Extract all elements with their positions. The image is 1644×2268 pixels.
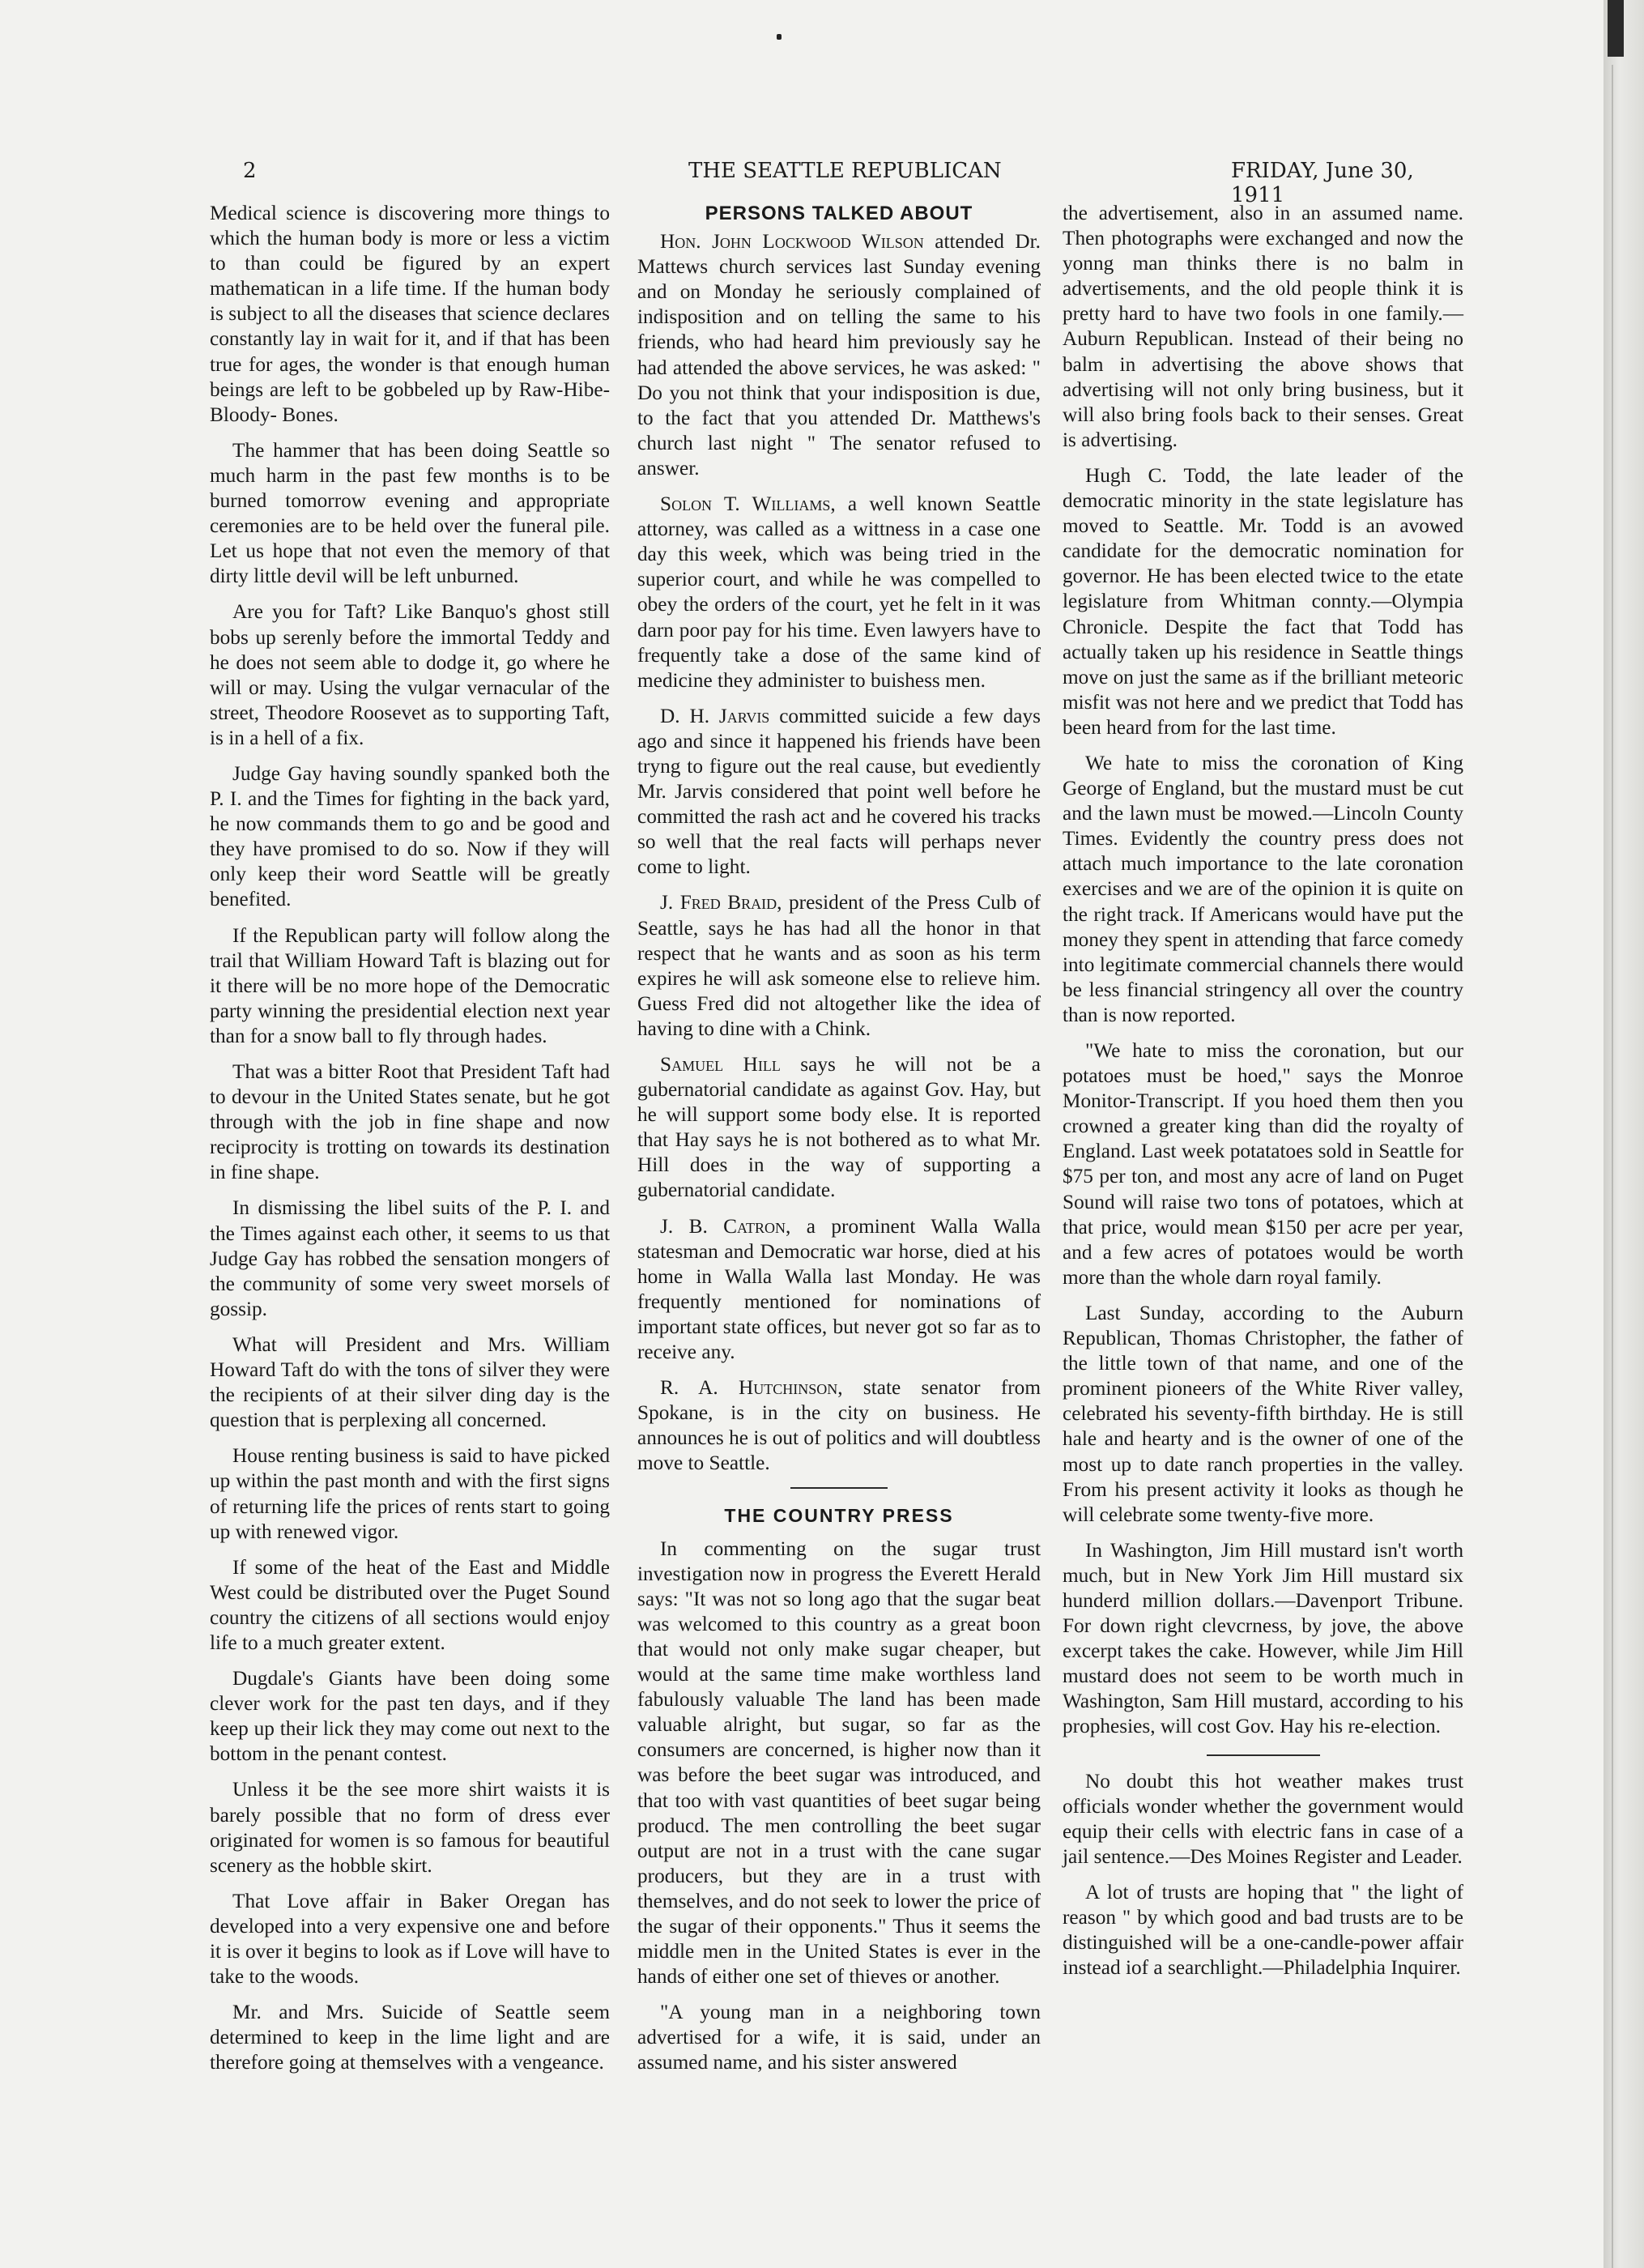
next-page-edge <box>1612 65 1644 2268</box>
section-divider <box>790 1487 888 1489</box>
paragraph: That was a bitter Root that President Taft had to devour in the United States senate, but he got through with the job in fine shape and now reciprocity is trotting on towards its destination in fine shape. <box>210 1060 610 1184</box>
paragraph-text: a well known Seattle attorney, was called as a wittness in a case one day this week, which was being tried in the superior court, and while he was compelled to obey the orders of the court, yet he felt in it was darn poor pay for his time. Even lawyers have to frequently take a dose of the same kind of medicine they administer to buishess men. <box>637 492 1041 692</box>
column-1 <box>210 201 610 2086</box>
person-name: Hon. John Lockwood Wilson <box>660 230 924 254</box>
section-divider <box>1207 1754 1320 1756</box>
column-2 <box>637 201 1041 2087</box>
page-number: 2 <box>243 159 257 183</box>
paragraph: "A young man in a neighboring town advertised for a wife, it is said, under an assumed name, and his sister answered <box>637 2001 1041 2074</box>
person-name: D. H. Jarvis <box>660 704 770 727</box>
person-name: R. A. Hutchinson, <box>660 1376 843 1400</box>
paragraph-text: a prominent Walla Walla statesman and Democratic war horse, died at his home in Walla Walla last Monday. He was frequently mentioned for nominations of important state offices, but never got so far as to receive any. <box>637 1214 1041 1364</box>
section-heading-country-press: THE COUNTRY PRESS <box>724 1504 954 1526</box>
paragraph <box>637 1375 1041 1476</box>
paragraph <box>637 704 1041 880</box>
page-header <box>243 159 1462 207</box>
paragraph: Judge Gay having soundly spanked both the P. I. and the Times for fighting in the back yard, he now commands them to go and be good and they have promised to do so. Now if they will only keep their word Seattle will be greatly benefited. <box>210 761 610 911</box>
ink-mark <box>777 34 782 40</box>
paragraph: No doubt this hot weather makes trust officials wonder whether the government would equip their cells with electric fans in case of a jail sentence.—Des Moines Register and Leader. <box>1063 1769 1463 1868</box>
paragraph: We hate to miss the coronation of King George of England, but the mustard must be cut and the lawn must be mowed.—Lincoln County Times. Evidently the country press does not attach much importance to the late coronation exercises and we are of the opinion it is quite on the right track. If Americans would have put the money they spent in attending that farce comedy into legitimate commercial channels there would be less financial stringency all over the country than is now reported. <box>1063 751 1463 1026</box>
paragraph: What will President and Mrs. William Howard Taft do with the tons of silver they were the recipients of at their silver ding day is the question that is perplexing all concerned. <box>210 1332 610 1432</box>
issue-date: FRIDAY, June 30, 1911 <box>1231 159 1414 207</box>
binding-shadow <box>1608 0 1624 57</box>
column-3 <box>1063 201 1463 1991</box>
paragraph: the advertisement, also in an assumed name. Then photographs were exchanged and now the yonng man thinks there is no balm in advertisements, and the old people think it is pretty hard to have two fools in one family.—Auburn Republican. Instead of their being no balm in advertising the above shows that advertising will not only bring business, but it will also bring fools back to their senses. Great is advertising. <box>1063 202 1463 451</box>
paragraph-text: attended Dr. Mattews church services last Sunday evening and on Monday he seriously complained of indisposition and on telling the same to his friends, who had heard him previously say he had attended the above services, he was asked: " Do you not think that your indisposition is due, to the fact that you attended Dr. Matthews's church last night " The senator refused to answer. <box>637 230 1041 480</box>
paragraph: Hugh C. Todd, the late leader of the democratic minority in the state legislature has moved to Seattle. Mr. Todd is an avowed candidate for the democratic nomination for governor. He has been elected twice to the etate legislature from Whitman connty.—Olympia Chronicle. Despite the fact that Todd has actually taken up his residence in Seattle things move on just the same as if the brilliant meteoric misfit was not here and we predict that Todd has been heard from for the last time. <box>1063 463 1463 739</box>
paragraph <box>637 1052 1041 1204</box>
paragraph <box>637 492 1041 693</box>
paragraph <box>637 890 1041 1042</box>
paragraph-text: president of the Press Culb of Seattle, says he has had all the honor in that respect that he wants and as soon as his term expires he will ask someone else to relieve him. Guess Fred did not altogether like the idea of having to dine with a Chink. <box>637 891 1041 1040</box>
paragraph: Dugdale's Giants have been doing some clever work for the past ten days, and if they keep up their lick they may come out next to the bottom in the penant contest. <box>210 1667 610 1766</box>
paragraph <box>637 229 1041 481</box>
paragraph: That Love affair in Baker Oregan has developed into a very expensive one and before it is over it begins to look as if Love will have to take to the woods. <box>210 1889 610 1989</box>
paragraph: Last Sunday, according to the Auburn Republican, Thomas Christopher, the father of the little town of that name, and one of the prominent pioneers of the White River valley, celebrated his seventy-fifth birthday. He is still hale and hearty and is the owner of one of the most up to date ranch properties in the valley. From his present activity it looks as though he will celebrate some twenty-five more. <box>1063 1301 1463 1526</box>
paragraph: Medical science is discovering more things to which the human body is more or less a victim to than could be figured by an expert mathematican in a life time. If the human body is subject to all the diseases that science declares constantly lay in wait for it, and if that has been true for ages, the wonder is that enough human beings are left to be gobbeled up by Raw-Hibe-Bloody- Bones. <box>210 202 610 426</box>
paragraph: In Washington, Jim Hill mustard isn't worth much, but in New York Jim Hill mustard six hunderd million dollars.—Davenport Tribune. For down right clevcrness, by jove, the above excerpt takes the cake. However, while Jim Hill mustard does not seem to be worth much in Washington, Sam Hill mustard, according to his prophesies, will cost Gov. Hay his re-election. <box>1063 1538 1463 1738</box>
paragraph: If the Republican party will follow along the trail that William Howard Taft is blazing out for it there will be no more hope of the Democratic party winning the presidential election next year than for a snow ball to fly through hades. <box>210 923 610 1047</box>
paragraph: If some of the heat of the East and Middle West could be distributed over the Puget Sound country the citizens of all sections would enjoy life to a much greater extent. <box>210 1555 610 1654</box>
paragraph: House renting business is said to have picked up within the past month and with the first signs of returning life the prices of rents start to going up with renewed vigor. <box>210 1444 610 1543</box>
person-name: J. Fred Braid, <box>660 891 782 914</box>
paragraph-text: committed suicide a few days ago and since it happened his friends have been tryng to figure out the real cause, but evediently Mr. Jarvis considered that point well before he committed the rash act and he covered his tracks so well that the real facts will perhaps never come to light. <box>637 704 1041 879</box>
person-name: Samuel Hill <box>660 1053 781 1076</box>
paragraph: In commenting on the sugar trust investigation now in progress the Everett Herald says: "It was not so long ago that the sugar beat was welcomed to this country as a great boon that would not only make sugar cheaper, but would at the same time make worthless land fabulously valuable The land has been made valuable alright, but sugar, so far as the consumers are concerned, is higher now than it was before the beet sugar was introduced, and that too with vast quantities of beet sugar being producd. The men controlling the beet sugar output are not in a trust with the cane sugar producers, but they are in a trust with themselves, and do not seek to lower the price of the sugar of their opponents." Thus it seems the middle men in the United States is ever in the hands of either one set of thieves or another. <box>637 1537 1041 1989</box>
paragraph: Are you for Taft? Like Banquo's ghost still bobs up serenly before the immortal Teddy and he does not seem able to dodge it, go where he will or may. Using the vulgar vernacular of the street, Theodore Roosevet as to supporting Taft, is in a hell of a fix. <box>210 600 610 749</box>
paragraph: Unless it be the see more shirt waists it is barely possible that no form of dress ever originated for women is so famous for beautiful scenery as the hobble skirt. <box>210 1778 610 1877</box>
paragraph: Mr. and Mrs. Suicide of Seattle seem determined to keep in the lime light and are therefore going at themselves with a vengeance. <box>210 2001 610 2074</box>
masthead-title: THE SEATTLE REPUBLICAN <box>688 159 1002 183</box>
paragraph: A lot of trusts are hoping that " the light of reason " by which good and bad trusts are to be distinguished will be a one-candle-power affair instead iof a searchlight.—Philadelphia Inquirer. <box>1063 1880 1463 1980</box>
paragraph-text: says he will not be a gubernatorial candidate as against Gov. Hay, but he will support some body else. It is reported that Hay says he is not bothered as to what Mr. Hill does in the way of supporting a gubernatorial candidate. <box>637 1053 1041 1202</box>
section-heading-persons: PERSONS TALKED ABOUT <box>705 202 973 224</box>
person-name: Solon T. Williams, <box>660 492 836 516</box>
paragraph-text: state senator from Spokane, is in the city on business. He announces he is out of politics and will doubtless move to Seattle. <box>637 1376 1041 1475</box>
paragraph <box>637 1214 1041 1366</box>
paragraph: "We hate to miss the coronation, but our potatoes must be hoed," says the Monroe Monitor-Transcript. If you hoed them then you crowned a greater king than did the royalty of England. Last week potatatoes sold in Seattle for $75 per ton, and most any acre of land on Puget Sound will raise two tons of potatoes, which at that price, would mean $150 per acre per year, and a few acres of potatoes would be worth more than the whole darn royal family. <box>1063 1039 1463 1289</box>
person-name: J. B. Catron, <box>660 1214 791 1238</box>
paragraph: In dismissing the libel suits of the P. I. and the Times against each other, it seems to us that Judge Gay has robbed the sensation mongers of the community of some very sweet morsels of gossip. <box>210 1196 610 1320</box>
paragraph: The hammer that has been doing Seattle so much harm in the past few months is to be burned tomorrow evening and appropriate ceremonies are to be held over the funeral pile. Let us hope that not even the memory of that dirty little devil will be left unburned. <box>210 438 610 588</box>
